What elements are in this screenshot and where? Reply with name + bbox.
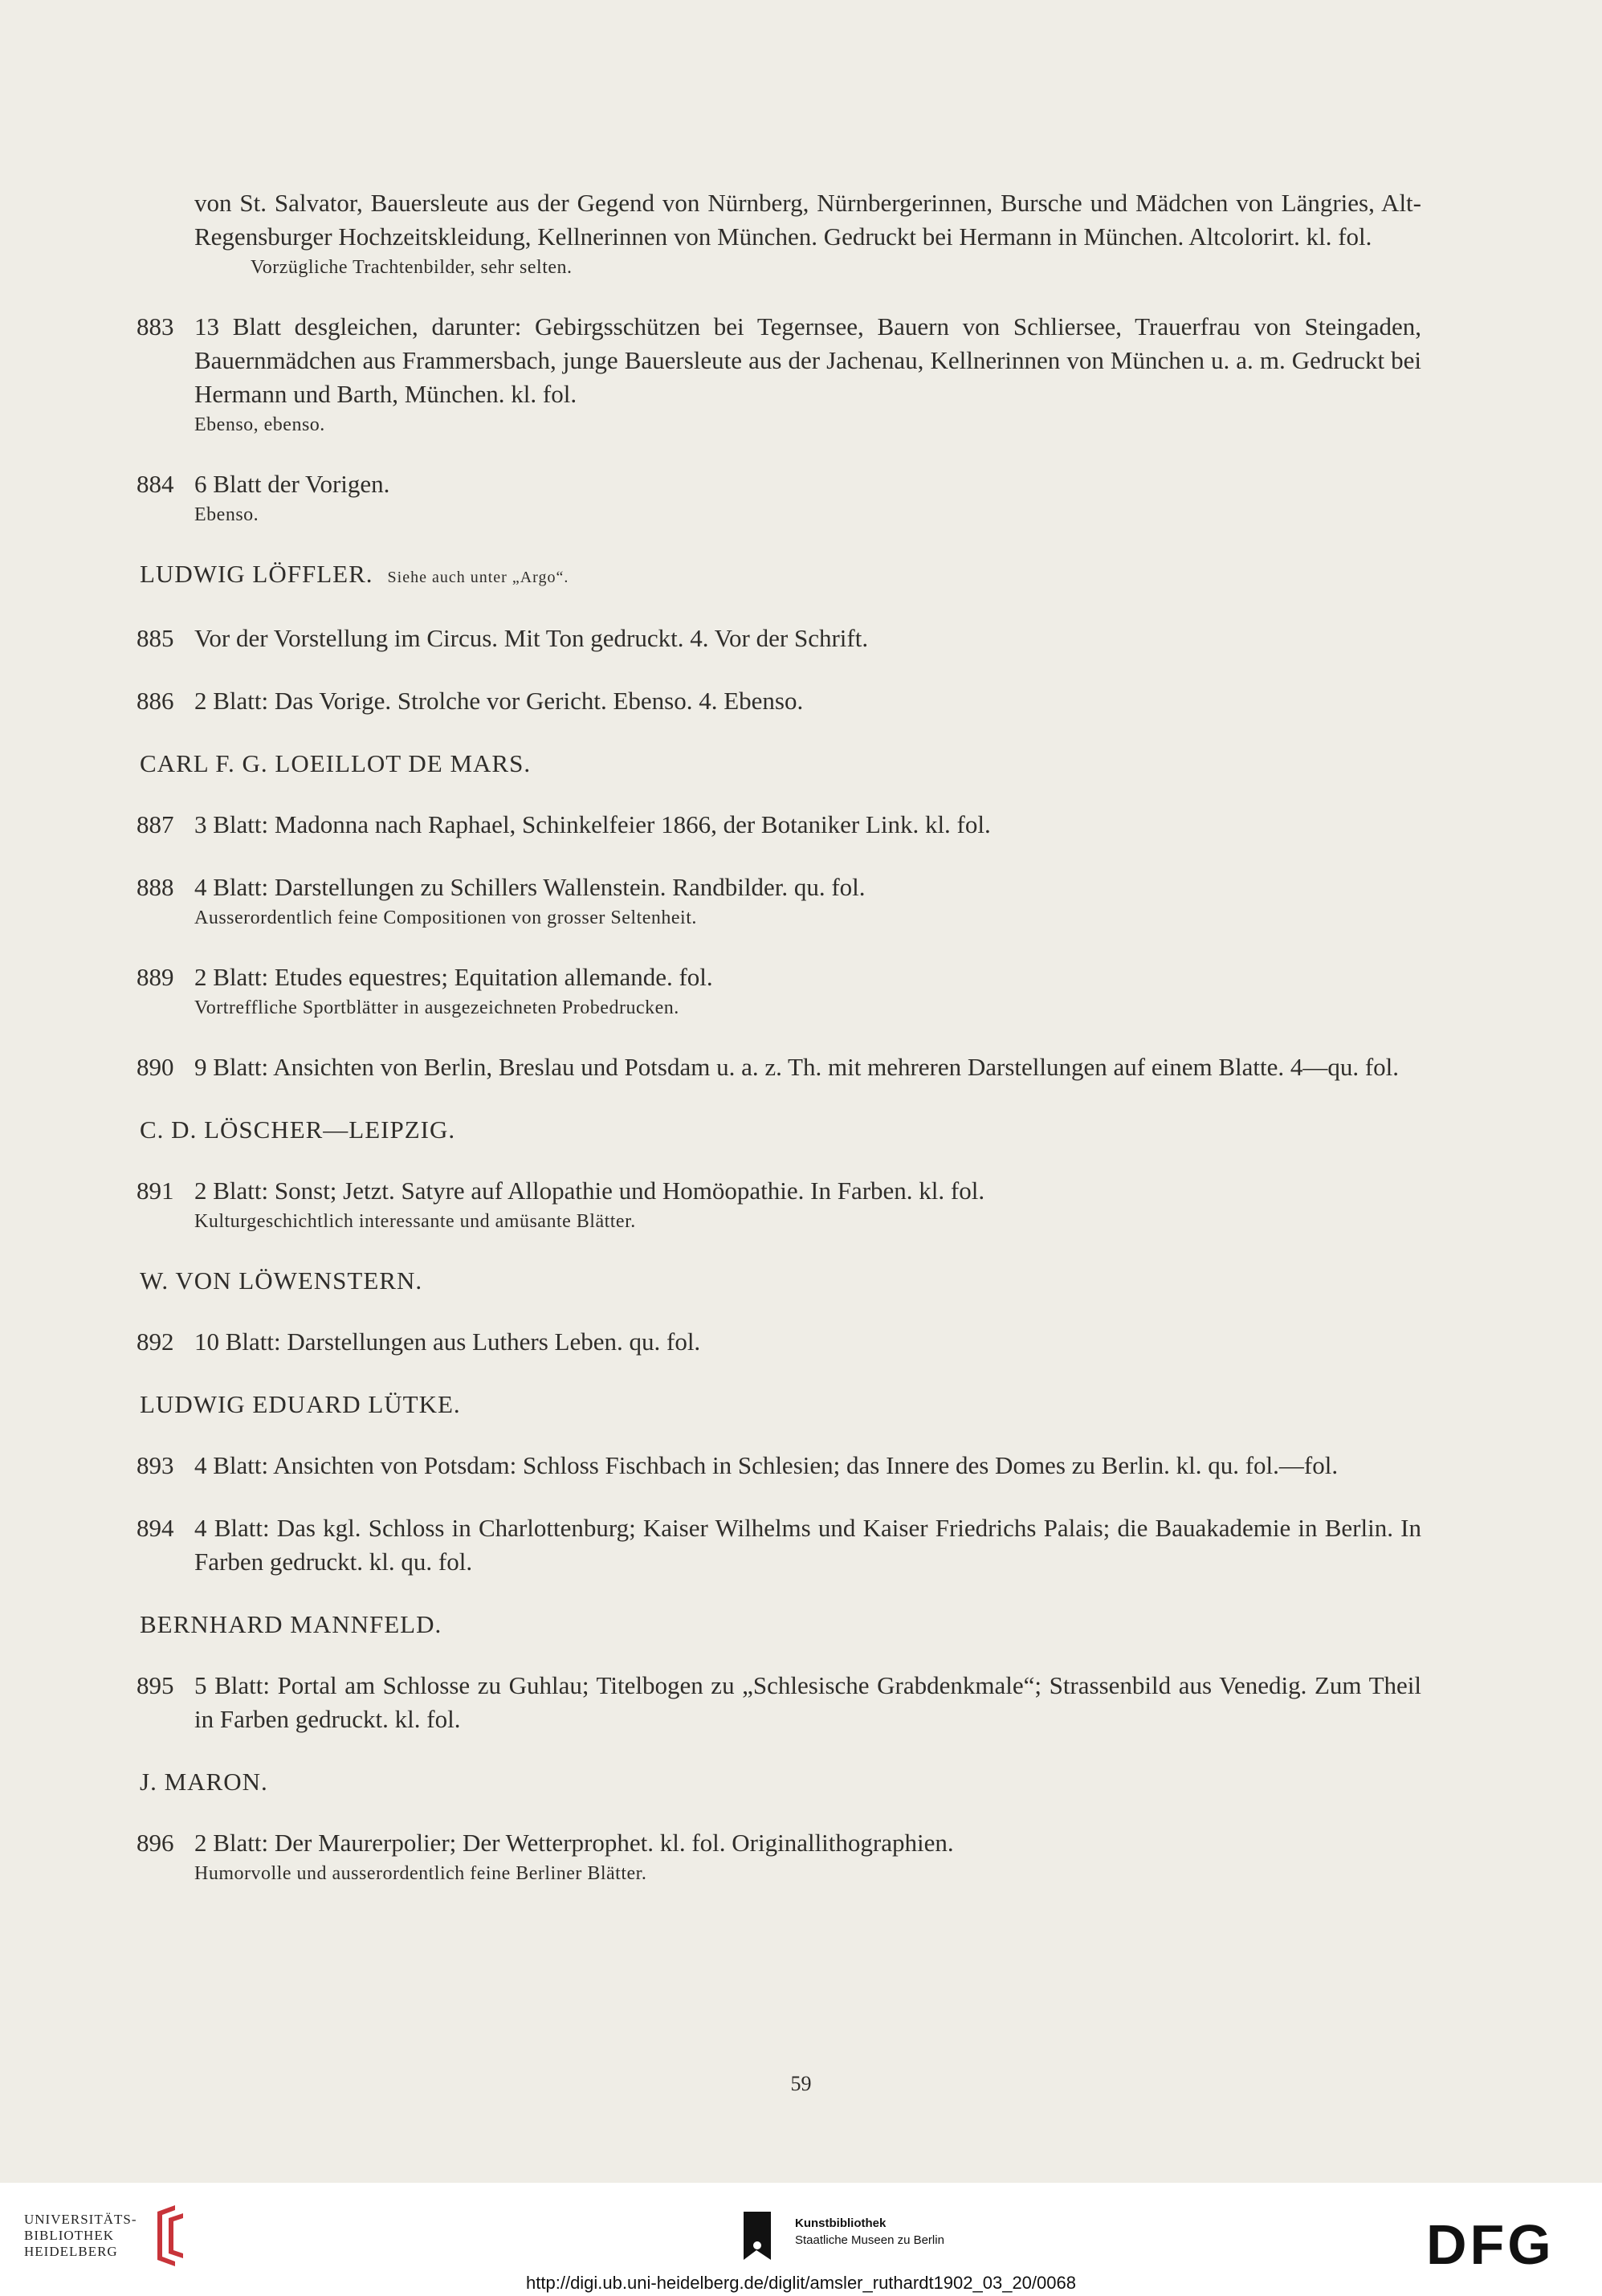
library-name-line: UNIVERSITÄTS- [24, 2212, 137, 2227]
digitization-footer [0, 2183, 1602, 2296]
entry-number: 894 [137, 1514, 174, 1542]
page-number: 59 [790, 2072, 812, 2095]
entry-text: 6 Blatt der Vorigen. [194, 470, 390, 498]
catalog-entry [137, 871, 1421, 932]
entry-text: 5 Blatt: Portal am Schlosse zu Guhlau; Titelbogen zu „Schlesische Grabdenkmale“; Strassenbild aus Venedig. Zum Theil in Farben gedruckt. kl. fol. [194, 1671, 1421, 1733]
dfg-logo: DFG [1426, 2213, 1555, 2276]
entry-text: 9 Blatt: Ansichten von Berlin, Breslau und Potsdam u. a. z. Th. mit mehreren Darstellungen auf einem Blatte. 4—qu. fol. [194, 1053, 1400, 1081]
entry-text: Vor der Vorstellung im Circus. Mit Ton gedruckt. 4. Vor der Schrift. [194, 624, 869, 652]
catalog-entry [137, 1669, 1421, 1736]
catalog-entry [137, 960, 1421, 1022]
kunstbibliothek-title: Kunstbibliothek [795, 2216, 887, 2230]
library-name-line: HEIDELBERG [24, 2244, 118, 2259]
entry-number: 885 [137, 624, 174, 652]
kunstbibliothek-subtitle: Staatliche Museen zu Berlin [795, 2233, 944, 2247]
entry-text: 4 Blatt: Darstellungen zu Schillers Wallenstein. Randbilder. qu. fol. [194, 873, 866, 901]
catalog-entry [137, 467, 1421, 528]
catalog-entry [137, 310, 1421, 438]
artist-name: C. D. LÖSCHER—LEIPZIG. [140, 1115, 456, 1144]
entry-note: Vortreffliche Sportblätter in ausgezeichneten Probedrucken. [194, 997, 679, 1018]
entry-number: 883 [137, 312, 174, 341]
catalog-entry [137, 1826, 1421, 1887]
entry-text: von St. Salvator, Bauersleute aus der Gegend von Nürnberg, Nürnbergerinnen, Bursche und Mädchen von Längries, Alt-Regensburger Hochzeitskleidung, Kellnerinnen von München. Gedruckt bei Hermann in München. Altcolorirt. kl. fol. [194, 189, 1421, 251]
entry-text: 2 Blatt: Das Vorige. Strolche vor Gericht. Ebenso. 4. Ebenso. [194, 687, 804, 715]
entry-number: 890 [137, 1053, 174, 1081]
artist-heading [140, 1388, 1421, 1421]
entry-text: 2 Blatt: Sonst; Jetzt. Satyre auf Allopathie und Homöopathie. In Farben. kl. fol. [194, 1177, 985, 1205]
entry-number: 884 [137, 470, 174, 498]
entry-number: 888 [137, 873, 174, 901]
kunstbibliothek-logo-icon [732, 2212, 781, 2261]
artist-name: LUDWIG EDUARD LÜTKE. [140, 1390, 461, 1418]
artist-heading [140, 1608, 1421, 1641]
entry-note: Kulturgeschichtlich interessante und amüsante Blätter. [194, 1211, 636, 1232]
university-library-name [24, 2212, 137, 2260]
artist-name: W. VON LÖWENSTERN. [140, 1266, 423, 1295]
artist-name: J. MARON. [140, 1768, 268, 1796]
artist-heading [140, 747, 1421, 781]
entry-number: 893 [137, 1451, 174, 1479]
entry-number: 886 [137, 687, 174, 715]
entry-text: 13 Blatt desgleichen, darunter: Gebirgsschützen bei Tegernsee, Bauern von Schliersee, Trauerfrau von Steingaden, Bauernmädchen aus Frammersbach, junge Bauersleute aus der Jachenau, Kellnerinnen von München u. a. m. Gedruckt bei Hermann und Barth, München. kl. fol. [194, 312, 1421, 408]
entry-text: 10 Blatt: Darstellungen aus Luthers Leben. qu. fol. [194, 1327, 701, 1356]
source-url[interactable]: http://digi.ub.uni-heidelberg.de/diglit/amsler_ruthardt1902_03_20/0068 [526, 2273, 1076, 2293]
library-name-line: BIBLIOTHEK [24, 2228, 114, 2243]
catalog-entry [137, 1325, 1421, 1359]
heidelberg-library-logo-icon [151, 2204, 191, 2268]
entry-number: 891 [137, 1177, 174, 1205]
entry-text: 2 Blatt: Der Maurerpolier; Der Wetterprophet. kl. fol. Originallithographien. [194, 1829, 954, 1857]
catalog-entry [137, 684, 1421, 718]
entry-continued [194, 186, 1421, 281]
artist-name: LUDWIG LÖFFLER. [140, 560, 373, 588]
kunstbibliothek-label [795, 2215, 944, 2249]
entry-text: 4 Blatt: Ansichten von Potsdam: Schloss Fischbach in Schlesien; das Innere des Domes zu Berlin. kl. qu. fol.—fol. [194, 1451, 1339, 1479]
artist-name: BERNHARD MANNFELD. [140, 1610, 442, 1638]
entry-number: 889 [137, 963, 174, 991]
entry-text: 2 Blatt: Etudes equestres; Equitation allemande. fol. [194, 963, 713, 991]
catalog-entry [137, 808, 1421, 842]
entry-text: 4 Blatt: Das kgl. Schloss in Charlottenburg; Kaiser Wilhelms und Kaiser Friedrichs Palais; die Bauakademie in Berlin. In Farben gedruckt. kl. qu. fol. [194, 1514, 1421, 1576]
entry-number: 896 [137, 1829, 174, 1857]
catalog-entry [137, 1449, 1421, 1482]
entry-number: 892 [137, 1327, 174, 1356]
entry-text: 3 Blatt: Madonna nach Raphael, Schinkelfeier 1866, der Botaniker Link. kl. fol. [194, 810, 991, 838]
entry-note: Humorvolle und ausserordentlich feine Berliner Blätter. [194, 1863, 647, 1884]
artist-heading [140, 1264, 1421, 1298]
entry-note: Vorzügliche Trachtenbilder, sehr selten. [251, 257, 573, 278]
catalog-content [137, 186, 1421, 1916]
entry-number: 895 [137, 1671, 174, 1699]
catalog-entry [137, 1050, 1421, 1084]
entry-note: Ebenso. [194, 504, 259, 525]
artist-heading [140, 557, 1421, 594]
artist-name: CARL F. G. LOEILLOT DE MARS. [140, 749, 532, 777]
artist-heading [140, 1765, 1421, 1799]
artist-heading [140, 1113, 1421, 1147]
entry-note: Ausserordentlich feine Compositionen von grosser Seltenheit. [194, 907, 697, 928]
artist-reference: Siehe auch unter „Argo“. [387, 569, 569, 586]
entry-number: 887 [137, 810, 174, 838]
entry-note: Ebenso, ebenso. [194, 414, 325, 435]
catalog-entry [137, 1511, 1421, 1579]
catalog-entry [137, 622, 1421, 655]
catalog-entry [137, 1174, 1421, 1235]
